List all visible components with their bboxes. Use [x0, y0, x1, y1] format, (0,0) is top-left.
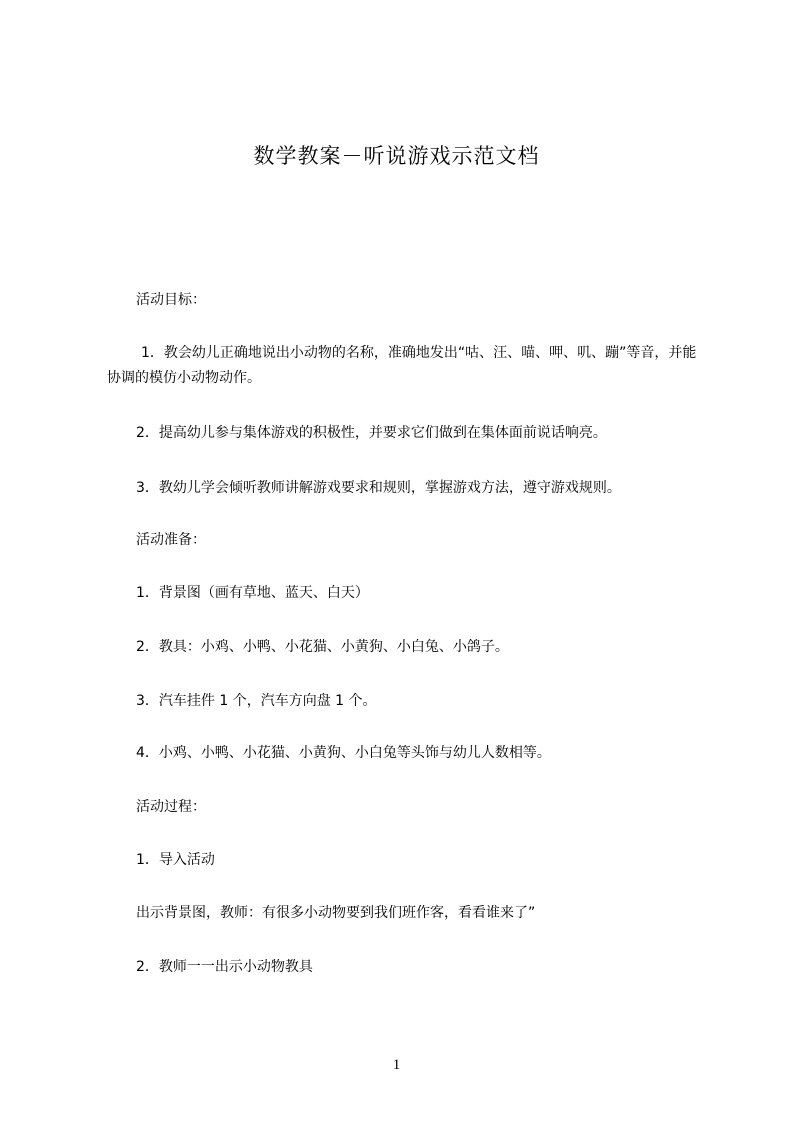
goal-item-2: 2．提高幼儿参与集体游戏的积极性，并要求它们做到在集体面前说话响亮。: [136, 425, 607, 441]
process-item-1: 1．导入活动: [136, 852, 215, 868]
process-heading: 活动过程：: [136, 799, 206, 815]
document-title: 数学教案－听说游戏示范文档: [253, 144, 540, 168]
goals-heading: 活动目标：: [136, 292, 206, 308]
goal-item-1: 1．教会幼儿正确地说出小动物的名称，准确地发出“咕、汪、喵、呷、叽、蹦”等音，并能协调的模仿小动物动作。: [107, 345, 697, 386]
prep-item-2: 2．教具：小鸡、小鸭、小花猫、小黄狗、小白兔、小鸽子。: [136, 639, 509, 655]
process-item-2: 2．教师一一出示小动物教具: [136, 959, 313, 975]
process-item-1-text: 出示背景图，教师：有很多小动物要到我们班作客，看看谁来了”: [136, 905, 536, 921]
prep-heading: 活动准备：: [136, 532, 206, 548]
prep-item-4: 4．小鸡、小鸭、小花猫、小黄狗、小白兔等头饰与幼儿人数相等。: [136, 745, 551, 761]
prep-item-3: 3．汽车挂件 1 个，汽车方向盘 1 个。: [136, 693, 377, 709]
goal-item-3: 3．教幼儿学会倾听教师讲解游戏要求和规则，掌握游戏方法，遵守游戏规则。: [136, 480, 621, 496]
page-number: 1: [392, 1057, 401, 1073]
prep-item-1: 1．背景图（画有草地、蓝天、白天）: [136, 585, 369, 601]
